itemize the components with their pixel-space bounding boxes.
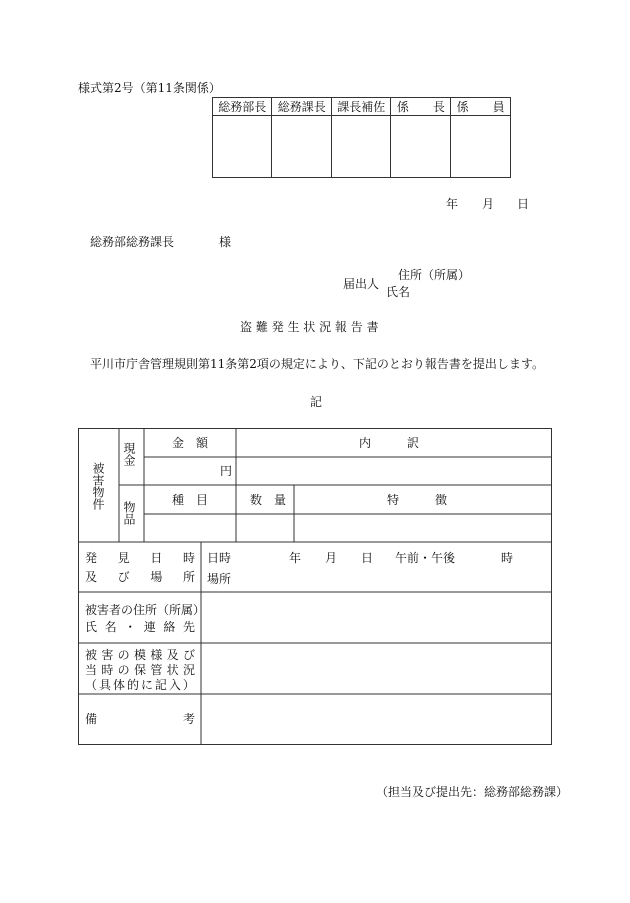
intro-text: 平川市庁舎管理規則第11条第2項の規定により、下記のとおり報告書を提出します。 — [90, 357, 544, 371]
situation-input[interactable] — [202, 644, 551, 693]
victim-input[interactable] — [202, 593, 551, 642]
breakdown-header: 内 訳 — [359, 436, 420, 450]
report-table — [78, 428, 552, 745]
datetime-year: 年 — [289, 551, 302, 565]
ampm-label: 午前・午後 — [395, 551, 456, 565]
datetime-month: 月 — [325, 551, 338, 565]
victim-contact-label: 氏 名 ・ 連 絡 先 — [85, 620, 195, 634]
date-month: 月 — [482, 197, 495, 211]
approval-header: 係 長 — [391, 98, 451, 116]
approval-stamp-box[interactable] — [213, 116, 272, 178]
damaged-items-label: 被害物件 — [91, 462, 105, 510]
addressee-honorific: 様 — [219, 235, 232, 249]
footer-note: （担当及び提出先：総務部総務課） — [376, 785, 569, 799]
datetime-day: 日 — [361, 551, 374, 565]
datetime-label: 日時 — [207, 551, 232, 565]
category-header: 種 目 — [172, 493, 209, 507]
features-input[interactable] — [295, 515, 551, 541]
situation-label-line3: （ 具 体 的 に 記 入 ） — [85, 678, 195, 692]
yen-unit: 円 — [220, 464, 233, 478]
approval-header: 係 員 — [451, 98, 511, 116]
document-title: 盗 難 発 生 状 況 報 告 書 — [240, 320, 379, 334]
ki-label: 記 — [310, 395, 323, 409]
amount-input[interactable] — [145, 458, 235, 484]
approval-header: 総務課長 — [272, 98, 331, 116]
approval-header: 総務部長 — [213, 98, 272, 116]
quantity-header: 数 量 — [250, 493, 287, 507]
discovery-label-line1: 発 見 日 時 — [85, 551, 195, 565]
remarks-input[interactable] — [202, 695, 551, 744]
approval-stamp-box[interactable] — [391, 116, 451, 178]
applicant-address-label: 住所（所属） — [398, 268, 471, 282]
hour-label: 時 — [501, 551, 514, 565]
form-number: 様式第2号（第11条関係） — [78, 81, 221, 95]
date-day: 日 — [517, 197, 530, 211]
breakdown-input[interactable] — [237, 458, 551, 484]
features-header: 特 徴 — [387, 493, 448, 507]
approval-header: 課長補佐 — [331, 98, 390, 116]
remarks-label: 備 考 — [85, 712, 195, 726]
discovery-label-line2: 及 び 場 所 — [85, 570, 195, 584]
amount-header: 金 額 — [172, 436, 209, 450]
approval-stamp-box[interactable] — [451, 116, 511, 178]
applicant-name-label: 氏名 — [386, 285, 411, 299]
approval-stamp-box[interactable] — [331, 116, 390, 178]
situation-label-line1: 被 害 の 模 様 及 び — [85, 648, 195, 662]
victim-address-label: 被害者の住所（所属） — [85, 603, 206, 617]
approval-table — [212, 97, 511, 178]
addressee-name: 総務部総務課長 — [90, 235, 175, 249]
place-label: 場所 — [207, 572, 232, 586]
quantity-input[interactable] — [237, 515, 293, 541]
applicant-label: 届出人 — [343, 277, 380, 291]
category-input[interactable] — [145, 515, 235, 541]
situation-label-line2: 当 時 の 保 管 状 況 — [85, 663, 195, 677]
cash-label: 現金 — [122, 442, 136, 466]
approval-stamp-box[interactable] — [272, 116, 331, 178]
goods-label: 物品 — [122, 501, 136, 525]
date-year: 年 — [446, 197, 459, 211]
